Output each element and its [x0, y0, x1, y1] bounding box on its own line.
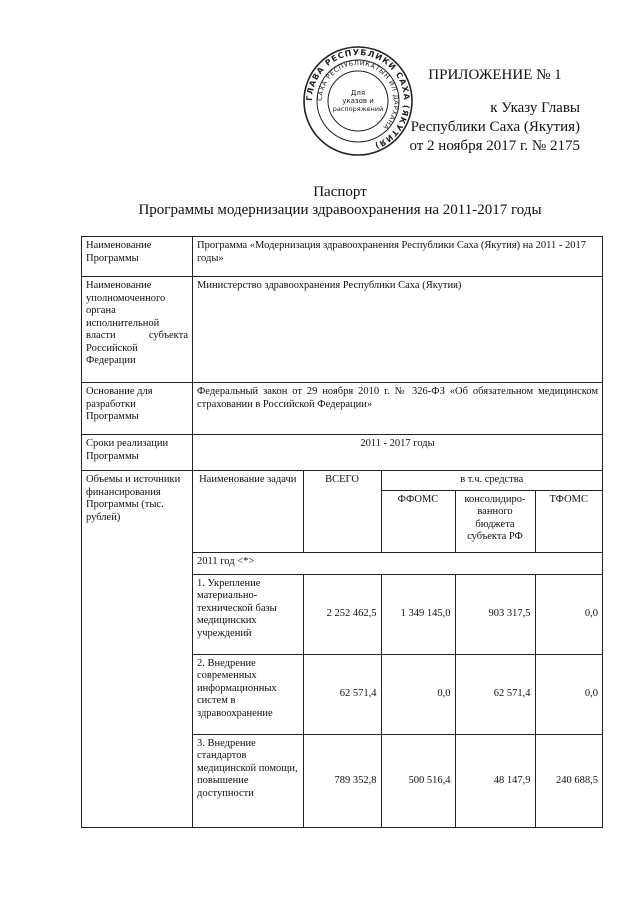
value-tfoms: 0,0: [535, 574, 602, 654]
row-terms: [82, 435, 603, 471]
task-name: 3. Внедрение стандартов медицинской помощи, повышение доступности: [193, 734, 303, 827]
value-ffoms: 500 516,4: [381, 734, 455, 827]
value-total: 62 571,4: [303, 654, 381, 734]
year-label: 2011 год <*>: [193, 552, 602, 574]
row-program-name: [82, 237, 603, 277]
seal-center-3: распоряжений: [332, 105, 384, 113]
document-title: [80, 183, 600, 219]
appendix-line-3: от 2 ноября 2017 г. № 2175: [409, 138, 580, 154]
appendix-title: ПРИЛОЖЕНИЕ № 1: [428, 67, 562, 83]
header-consolidated: консолидиро-ванного бюджета субъекта РФ: [455, 490, 535, 552]
row-basis: [82, 383, 603, 435]
seal-inner-text: САХА РЕСПУБЛИКАТЫН ИЛ ДАРХАНА: [315, 58, 401, 132]
header-incl: в т.ч. средства: [381, 471, 602, 490]
label-funding: Объемы и источники финансирования Программы (тыс. рублей): [82, 471, 193, 828]
value-consolidated: 903 317,5: [455, 574, 535, 654]
label-authorized-organ: Наименование уполномоченного органа исполнительной власти субъекта Российской Федерации: [82, 277, 193, 383]
funding-cell: [193, 471, 603, 828]
label-terms: Сроки реализации Программы: [82, 435, 193, 471]
row-authorized-organ: [82, 277, 603, 383]
row-funding: [82, 471, 603, 828]
header-total: ВСЕГО: [303, 471, 381, 552]
table-row: [193, 734, 602, 827]
value-ffoms: 0,0: [381, 654, 455, 734]
label-basis: Основание для разработки Программы: [82, 383, 193, 435]
seal-center-1: Для: [350, 89, 366, 97]
passport-table: [81, 236, 603, 828]
value-tfoms: 240 688,5: [535, 734, 602, 827]
value-total: 789 352,8: [303, 734, 381, 827]
table-row: [193, 654, 602, 734]
value-terms: 2011 - 2017 годы: [193, 435, 603, 471]
value-consolidated: 48 147,9: [455, 734, 535, 827]
value-program-name: Программа «Модернизация здравоохранения Республики Саха (Якутия) на 2011 - 2017 годы»: [193, 237, 603, 277]
appendix-header: [390, 66, 580, 156]
seal-center-2: указов и: [342, 97, 374, 105]
header-tfoms: ТФОМС: [535, 490, 602, 552]
label-program-name: Наименование Программы: [82, 237, 193, 277]
value-authorized-organ: Министерство здравоохранения Республики Саха (Якутия): [193, 277, 603, 383]
value-tfoms: 0,0: [535, 654, 602, 734]
title-line-1: Паспорт: [313, 184, 367, 200]
funding-header-row-1: [193, 471, 602, 490]
value-basis: Федеральный закон от 29 ноября 2010 г. № 326-ФЗ «Об обязательном медицинском страховании в Российской Федерации»: [193, 383, 603, 435]
funding-year-row: [193, 552, 602, 574]
title-line-2: Программы модернизации здравоохранения на 2011-2017 годы: [138, 202, 542, 218]
value-total: 2 252 462,5: [303, 574, 381, 654]
funding-table: [193, 471, 602, 827]
value-ffoms: 1 349 145,0: [381, 574, 455, 654]
header-ffoms: ФФОМС: [381, 490, 455, 552]
header-task: Наименование задачи: [193, 471, 303, 552]
appendix-line-1: к Указу Главы: [490, 100, 580, 116]
seal-outer-text: ГЛАВА РЕСПУБЛИКИ САХА (ЯКУТИЯ): [304, 47, 412, 151]
table-row: [193, 574, 602, 654]
task-name: 1. Укрепление материально-технической базы медицинских учреждений: [193, 574, 303, 654]
appendix-line-2: Республики Саха (Якутия): [410, 119, 580, 135]
task-name: 2. Внедрение современных информационных систем в здравоохранение: [193, 654, 303, 734]
value-consolidated: 62 571,4: [455, 654, 535, 734]
